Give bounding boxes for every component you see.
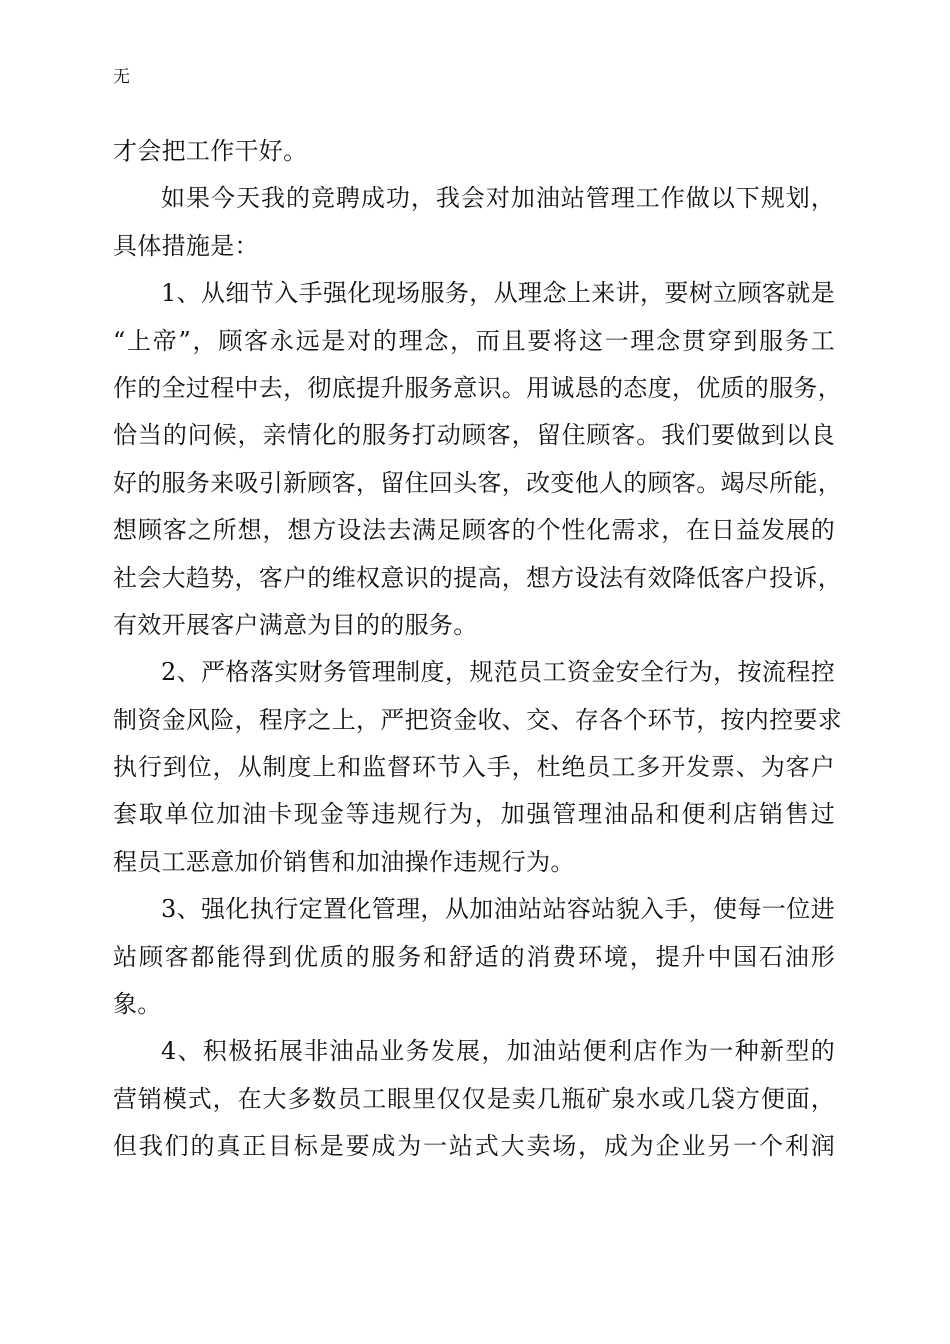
paragraph-line: 好的服务来吸引新顾客，留住回头客，改变他人的顾客。竭尽所能， [113, 468, 842, 497]
paragraph-line: 才会把工作干好。 [113, 137, 308, 165]
paragraph-line: “上帝”，顾客永远是对的理念，而且要将这一理念贯穿到服务工 [113, 326, 835, 355]
paragraph-line: 想顾客之所想，想方设法去满足顾客的个性化需求，在日益发展的 [113, 516, 835, 545]
paragraph-line: 制资金风险，程序之上，严把资金收、交、存各个环节，按内控要求 [113, 705, 842, 734]
paragraph-line: 站顾客都能得到优质的服务和舒适的消费环境，提升中国石油形 [113, 942, 835, 971]
paragraph-line: 3、强化执行定置化管理，从加油站站容站貌入手，使每一位进 [161, 895, 835, 924]
paragraph-line: 套取单位加油卡现金等违规行为，加强管理油品和便利店销售过 [113, 800, 835, 829]
paragraph-line: 执行到位，从制度上和监督环节入手，杜绝员工多开发票、为客户 [113, 753, 835, 782]
paragraph-line: 但我们的真正目标是要成为一站式大卖场，成为企业另一个利润 [113, 1132, 835, 1161]
paragraph-line: 作的全过程中去，彻底提升服务意识。用诚恳的态度，优质的服务， [113, 373, 842, 402]
paragraph-line: 恰当的问候，亲情化的服务打动顾客，留住顾客。我们要做到以良 [113, 421, 835, 450]
paragraph-line: 具体措施是： [113, 231, 259, 260]
paragraph-line: 4、积极拓展非油品业务发展，加油站便利店作为一种新型的 [161, 1037, 835, 1066]
paragraph-line: 象。 [113, 990, 162, 1019]
paragraph-line: 有效开展客户满意为目的的服务。 [113, 610, 478, 639]
header-mark: 无 [113, 67, 130, 87]
paragraph-line: 程员工恶意加价销售和加油操作违规行为。 [113, 847, 575, 876]
paragraph-line: 1、从细节入手强化现场服务，从理念上来讲，要树立顾客就是 [161, 279, 835, 308]
paragraph-line: 2、严格落实财务管理制度，规范员工资金安全行为，按流程控 [161, 658, 835, 687]
paragraph-line: 如果今天我的竞聘成功，我会对加油站管理工作做以下规划， [161, 184, 835, 213]
paragraph-line: 社会大趋势，客户的维权意识的提高，想方设法有效降低客户投诉， [113, 563, 842, 592]
paragraph-line: 营销模式，在大多数员工眼里仅仅是卖几瓶矿泉水或几袋方便面， [113, 1084, 835, 1113]
document-body [113, 128, 842, 1171]
